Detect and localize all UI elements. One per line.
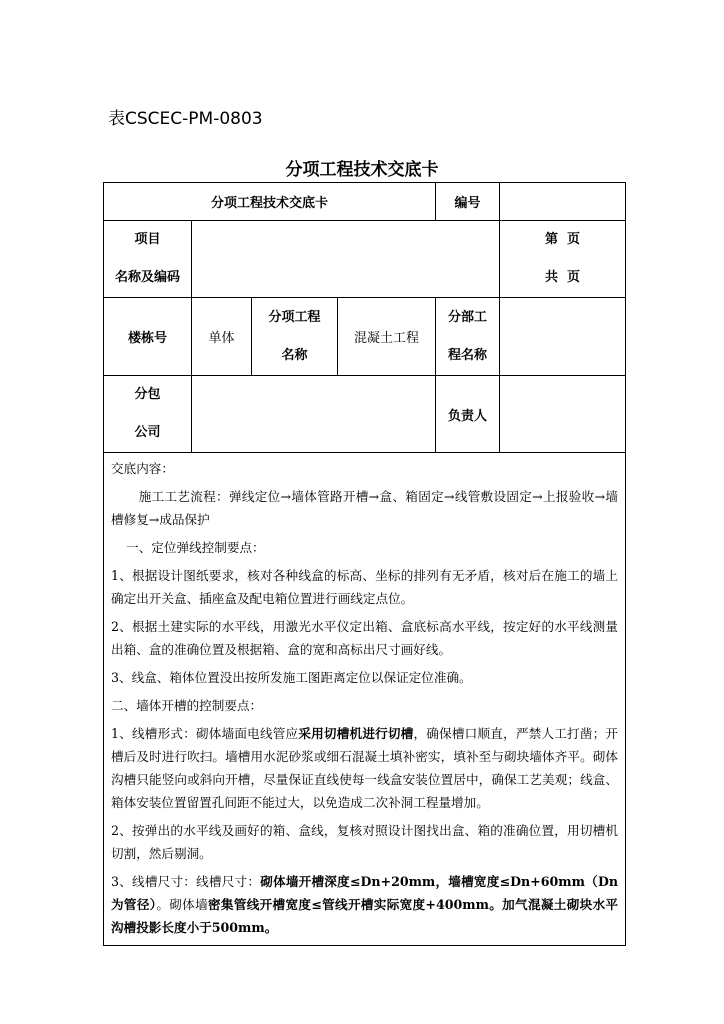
- subcontract-label-line1: 分包: [134, 387, 161, 402]
- section2-title: 二、墙体开槽的控制要点：: [111, 698, 263, 713]
- section1-title: 一、定位弹线控制要点：: [126, 540, 265, 555]
- subcontract-value[interactable]: [192, 376, 436, 453]
- division-value[interactable]: [500, 298, 626, 376]
- sub-item-label-line2: 名称: [281, 347, 308, 363]
- page-info: [500, 221, 626, 298]
- division-label-line1: 分部工: [448, 309, 488, 325]
- document-code: 表CSCEC-PM-0803: [108, 109, 263, 129]
- content-heading: 交底内容：: [111, 461, 174, 476]
- section2-item1-text-a: 1、线槽形式：砌体墙面电线管应: [111, 726, 299, 741]
- project-label-line1: 项目: [134, 232, 161, 247]
- section1-item1: 1、根据设计图纸要求，核对各种线盒的标高、坐标的排列有无矛盾，核对后在施工的墙上确定出开关盒、插座盒及配电箱位置进行画线定点位。: [111, 568, 619, 606]
- number-value[interactable]: [500, 183, 626, 221]
- sub-item-value[interactable]: 混凝土工程: [338, 298, 436, 376]
- section2-item3-text-a: 3、线槽尺寸：线槽尺寸：: [111, 874, 261, 889]
- responsible-value[interactable]: [500, 376, 626, 453]
- process-flow: 施工工艺流程：弹线定位→墙体管路开槽→盒、箱固定→线管敷设固定→上报验收→墙槽修复→成品保护: [111, 489, 619, 527]
- section2-item2: 2、按弹出的水平线及画好的箱、盒线，复核对照设计图找出盒、箱的准确位置，用切槽机切割，然后剔洞。: [111, 823, 619, 861]
- section2-item1: [111, 722, 618, 814]
- section1-item3: 3、线盒、箱体位置没出按所发施工图距离定位以保证定位准确。: [111, 670, 472, 685]
- building-value[interactable]: 单体: [192, 298, 252, 376]
- subcontract-label-line2: 公司: [134, 425, 161, 440]
- sub-item-label-line1: 分项工程: [268, 309, 321, 325]
- number-label: 编号: [436, 183, 500, 221]
- total-pages-label: 共 页: [544, 270, 581, 285]
- building-label: 楼栋号: [104, 298, 192, 376]
- document-title: 分项工程技术交底卡: [285, 160, 439, 180]
- division-label: [436, 298, 500, 376]
- section2-item3-emphasis-1: 砌体墙开槽深度≤Dn+20mm，墙槽宽度≤Dn+60mm（Dn为管径）: [111, 874, 619, 912]
- disclosure-card-table: [103, 182, 626, 946]
- division-label-line2: 程名称: [448, 347, 488, 363]
- section1-item2: 2、根据土建实际的水平线，用激光水平仪定出箱、盒底标高水平线，按定好的水平线测量出箱、盒的准确位置及根据箱、盒的宽和高标出尺寸画好线。: [111, 619, 619, 657]
- section2-item3-text-c: 。砌体墙: [156, 897, 208, 912]
- project-label: [104, 221, 192, 298]
- section2-item1-text-c: ，确保槽口顺直，严禁人工打凿；开槽后及时进行吹扫。墙槽用水泥砂浆或细石混凝土填补密实，填补至与砌块墙体齐平。砌体沟槽只能竖向或斜向开槽，尽量保证直线使每一线盒安装位置居中，确保工艺美观；线盒、箱体安装位置留置孔间距不能过大，以免造成二次补洞工程量增加。: [111, 726, 619, 810]
- card-title: 分项工程技术交底卡: [104, 183, 436, 221]
- section2-item1-emphasis: 采用切槽机进行切槽: [298, 726, 414, 741]
- sub-item-label: [252, 298, 338, 376]
- section2-item3-emphasis-2: 密集管线开槽宽度≤管线开槽实际宽度+400mm。加气混凝土砌块水平沟槽投影长度小于500mm。: [111, 897, 619, 935]
- page-label: 第 页: [544, 232, 581, 247]
- project-label-line2: 名称及编码: [114, 270, 180, 285]
- disclosure-content: [104, 453, 626, 946]
- responsible-label: 负责人: [436, 376, 500, 453]
- section2-item3: [111, 870, 618, 939]
- subcontract-label: [104, 376, 192, 453]
- project-value[interactable]: [192, 221, 500, 298]
